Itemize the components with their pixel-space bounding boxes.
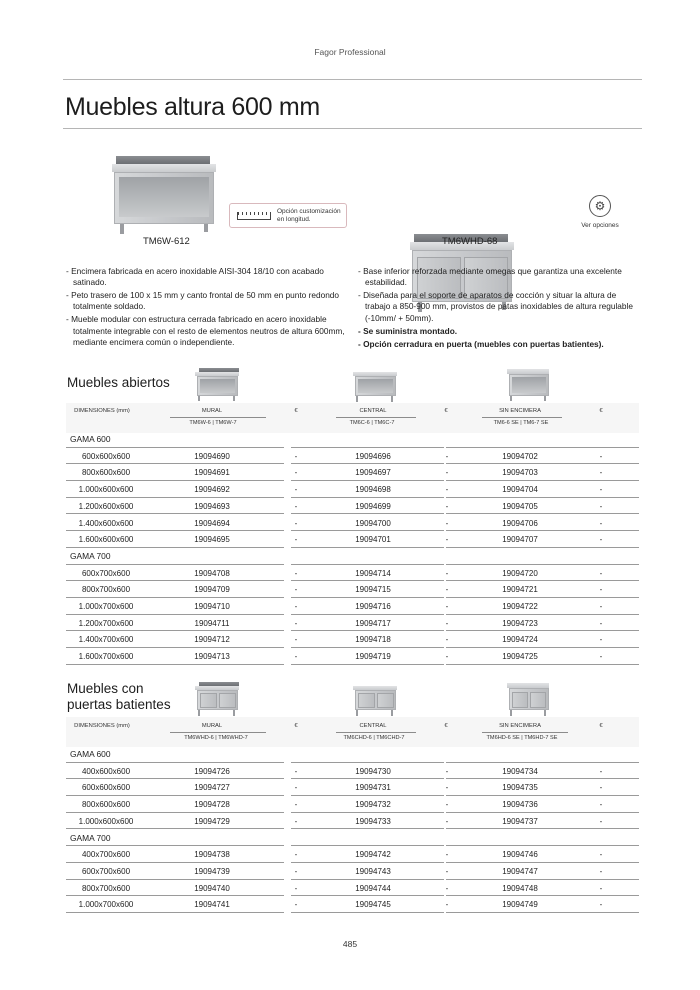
- page-title: Muebles altura 600 mm: [65, 93, 320, 121]
- range-row: [66, 431, 639, 448]
- central-code-cell: 19094699: [355, 501, 391, 511]
- dimension-cell: 1.200x600x600: [78, 501, 134, 511]
- mural-price-cell: -: [294, 783, 298, 793]
- central-code-cell: 19094742: [355, 850, 391, 860]
- sin-encimera-code-cell: 19094722: [502, 602, 538, 611]
- central-price-cell: -: [445, 485, 449, 495]
- central-code-cell: 19094697: [355, 468, 391, 478]
- gear-icon: ⚙: [589, 195, 611, 217]
- page-number: 485: [342, 939, 358, 949]
- mural-price-cell: -: [294, 468, 298, 478]
- mural-price-cell: -: [294, 766, 298, 776]
- section-title-open: Muebles abiertos: [67, 375, 170, 390]
- central-price-cell: -: [445, 618, 449, 628]
- sin-encimera-price-cell: -: [599, 618, 603, 628]
- product-image-open-cabinet: [112, 156, 216, 234]
- table-row: [66, 813, 639, 830]
- sin-encimera-code-cell: 19094720: [502, 568, 538, 578]
- mural-price-cell: -: [294, 866, 298, 876]
- sin-encimera-code-cell: 19094737: [502, 816, 538, 826]
- thumb-central-doors: [353, 686, 397, 716]
- column-header-mural: MURAL: [201, 723, 223, 729]
- mural-code-cell: 19094693: [194, 501, 230, 511]
- central-refs: TM6CHD-6 | TM6CHD-7: [343, 735, 405, 741]
- central-code-cell: 19094733: [355, 816, 391, 826]
- central-price-cell: -: [445, 883, 449, 893]
- central-price-cell: -: [445, 568, 449, 578]
- sin-encimera-price-cell: -: [599, 652, 603, 662]
- brand-header: Fagor Professional: [314, 47, 386, 57]
- central-code-cell: 19094743: [355, 866, 391, 876]
- features-right: [358, 266, 640, 352]
- sin-encimera-code-cell: 19094724: [502, 635, 538, 645]
- table-row: [66, 598, 639, 615]
- thumb-sin-encimera-doors: [507, 683, 549, 716]
- sin-encimera-code-cell: 19094723: [502, 618, 538, 628]
- mural-price-cell: -: [294, 850, 298, 860]
- dimension-cell: 800x700x600: [81, 585, 131, 595]
- sin-encimera-code-cell: 19094734: [502, 766, 538, 776]
- central-code-cell: 19094730: [355, 766, 391, 776]
- central-price-cell: -: [445, 900, 449, 910]
- mural-code-cell: 19094710: [194, 602, 230, 611]
- dimension-cell: 600x600x600: [81, 451, 131, 461]
- sin-encimera-price-cell: -: [599, 602, 603, 611]
- dimension-cell: 1.600x700x600: [78, 652, 134, 662]
- central-code-cell: 19094696: [355, 451, 391, 461]
- central-code-cell: 19094716: [355, 602, 391, 611]
- central-code-cell: 19094718: [355, 635, 391, 645]
- sin-encimera-price-cell: -: [599, 850, 603, 860]
- central-code-cell: 19094700: [355, 518, 391, 528]
- currency-header: €: [599, 408, 603, 414]
- table-row: [66, 880, 639, 897]
- central-price-cell: -: [445, 766, 449, 776]
- central-code-cell: 19094719: [355, 652, 391, 662]
- thumb-central-open: [353, 372, 397, 402]
- central-code-cell: 19094717: [355, 618, 391, 628]
- sin-encimera-price-cell: -: [599, 501, 603, 511]
- currency-header: €: [294, 723, 298, 729]
- mural-code-cell: 19094726: [194, 766, 230, 776]
- feature-item: - Base inferior reforzada mediante omegas que garantiza una excelente estabilidad.: [358, 266, 622, 288]
- view-options-button[interactable]: [578, 195, 622, 229]
- table-row: [66, 565, 639, 582]
- dimension-cell: 800x600x600: [81, 468, 131, 478]
- table-row: [66, 615, 639, 632]
- central-code-cell: 19094715: [355, 585, 391, 595]
- central-price-cell: -: [445, 800, 449, 810]
- column-header-dimensions: DIMENSIONES (mm): [74, 408, 130, 414]
- sin-encimera-refs: TM6-6 SE | TM6-7 SE: [493, 420, 549, 426]
- sin-encimera-price-cell: -: [599, 468, 603, 478]
- range-row: [66, 830, 639, 847]
- table-row: [66, 464, 639, 481]
- title-rule-bottom: [63, 128, 642, 129]
- column-header-mural: MURAL: [201, 408, 223, 414]
- sin-encimera-price-cell: -: [599, 766, 603, 776]
- title-rule-top: [63, 79, 642, 80]
- customization-note: [229, 203, 347, 228]
- dimension-cell: 1.400x700x600: [78, 635, 134, 645]
- sin-encimera-code-cell: 19094702: [502, 451, 538, 461]
- mural-price-cell: -: [294, 535, 298, 545]
- central-code-cell: 19094701: [355, 535, 391, 545]
- central-price-cell: -: [445, 585, 449, 595]
- sin-encimera-price-cell: -: [599, 800, 603, 810]
- range-label: GAMA 700: [70, 832, 111, 843]
- dimension-cell: 800x600x600: [81, 800, 131, 810]
- sin-encimera-price-cell: -: [599, 518, 603, 528]
- dimension-cell: 600x700x600: [81, 866, 131, 876]
- mural-refs: TM6W-6 | TM6W-7: [189, 420, 237, 426]
- table-header: [66, 403, 639, 433]
- mural-price-cell: -: [294, 518, 298, 528]
- sin-encimera-price-cell: -: [599, 568, 603, 578]
- sin-encimera-price-cell: -: [599, 816, 603, 826]
- sin-encimera-code-cell: 19094704: [502, 485, 538, 495]
- central-price-cell: -: [445, 850, 449, 860]
- section-title-line-1: Muebles con: [67, 681, 144, 696]
- mural-price-cell: -: [294, 800, 298, 810]
- sin-encimera-price-cell: -: [599, 783, 603, 793]
- central-code-cell: 19094698: [355, 485, 391, 495]
- mural-price-cell: -: [294, 501, 298, 511]
- central-price-cell: -: [445, 635, 449, 645]
- mural-code-cell: 19094692: [194, 485, 230, 495]
- column-header-sin-encimera: SIN ENCIMERA: [499, 408, 541, 414]
- mural-code-cell: 19094713: [194, 652, 230, 662]
- central-price-cell: -: [445, 501, 449, 511]
- mural-code-cell: 19094738: [194, 850, 230, 860]
- range-row: [66, 548, 639, 565]
- table-header: [66, 717, 639, 747]
- dimension-cell: 800x700x600: [81, 883, 131, 893]
- central-price-cell: -: [445, 816, 449, 826]
- table-row: [66, 515, 639, 532]
- central-code-cell: 19094745: [355, 900, 391, 910]
- dimension-cell: 1.000x700x600: [78, 900, 134, 910]
- mural-price-cell: -: [294, 568, 298, 578]
- ruler-icon: [237, 212, 271, 220]
- feature-item-bold: - Se suministra montado.: [358, 326, 458, 337]
- table-row: [66, 796, 639, 813]
- thumb-mural-open: [195, 368, 239, 401]
- sin-encimera-refs: TM6HD-6 SE | TM6HD-7 SE: [486, 735, 558, 741]
- column-header-sin-encimera: SIN ENCIMERA: [499, 723, 541, 729]
- mural-code-cell: 19094694: [194, 518, 230, 528]
- mural-price-cell: -: [294, 585, 298, 595]
- central-code-cell: 19094731: [355, 783, 391, 793]
- mural-code-cell: 19094729: [194, 816, 230, 826]
- mural-code-cell: 19094695: [194, 535, 230, 545]
- mural-price-cell: -: [294, 485, 298, 495]
- table-row: [66, 648, 639, 665]
- central-price-cell: -: [445, 602, 449, 611]
- feature-item-bold: - Opción cerradura en puerta (muebles con puertas batientes).: [358, 339, 604, 350]
- currency-header: €: [599, 723, 603, 729]
- mural-price-cell: -: [294, 618, 298, 628]
- dimension-cell: 1.000x600x600: [78, 816, 134, 826]
- sin-encimera-code-cell: 19094721: [502, 585, 538, 595]
- sin-encimera-price-cell: -: [599, 635, 603, 645]
- mural-code-cell: 19094727: [194, 783, 230, 793]
- feature-item: - Peto trasero de 100 x 15 mm y canto frontal de 50 mm en punto redondo totalmente soldado.: [66, 290, 340, 312]
- central-code-cell: 19094744: [355, 883, 391, 893]
- dimension-cell: 1.000x700x600: [78, 602, 134, 611]
- sin-encimera-code-cell: 19094707: [502, 535, 538, 545]
- sin-encimera-code-cell: 19094747: [502, 866, 538, 876]
- customization-line-2: en longitud.: [277, 216, 311, 223]
- central-price-cell: -: [445, 468, 449, 478]
- mural-code-cell: 19094728: [194, 800, 230, 810]
- column-header-dimensions: DIMENSIONES (mm): [74, 723, 130, 729]
- currency-header: €: [294, 408, 298, 414]
- table-row: [66, 531, 639, 548]
- mural-price-cell: -: [294, 652, 298, 662]
- mural-price-cell: -: [294, 816, 298, 826]
- table-row: [66, 581, 639, 598]
- range-label: GAMA 600: [70, 434, 111, 444]
- table-row: [66, 779, 639, 796]
- dimension-cell: 1.200x700x600: [78, 618, 134, 628]
- table-row: [66, 763, 639, 780]
- dimension-cell: 1.400x600x600: [78, 518, 134, 528]
- mural-code-cell: 19094712: [194, 635, 230, 645]
- central-price-cell: -: [445, 866, 449, 876]
- sin-encimera-code-cell: 19094746: [502, 850, 538, 860]
- product-model-label: TM6WHD-68: [442, 236, 498, 247]
- mural-price-cell: -: [294, 883, 298, 893]
- currency-header: €: [444, 723, 448, 729]
- mural-price-cell: -: [294, 602, 298, 611]
- thumb-mural-doors: [195, 682, 239, 716]
- currency-header: €: [444, 408, 448, 414]
- sin-encimera-price-cell: -: [599, 866, 603, 876]
- sin-encimera-code-cell: 19094736: [502, 800, 538, 810]
- sin-encimera-code-cell: 19094725: [502, 652, 538, 662]
- sin-encimera-price-cell: -: [599, 585, 603, 595]
- mural-code-cell: 19094740: [194, 883, 230, 893]
- mural-price-cell: -: [294, 635, 298, 645]
- table-row: [66, 846, 639, 863]
- mural-code-cell: 19094708: [194, 568, 230, 578]
- central-price-cell: -: [445, 783, 449, 793]
- sin-encimera-code-cell: 19094748: [502, 883, 538, 893]
- central-price-cell: -: [445, 518, 449, 528]
- central-price-cell: -: [445, 652, 449, 662]
- table-row: [66, 481, 639, 498]
- thumb-sin-encimera-open: [507, 369, 549, 401]
- sin-encimera-price-cell: -: [599, 451, 603, 461]
- mural-code-cell: 19094711: [194, 618, 230, 628]
- sin-encimera-price-cell: -: [599, 883, 603, 893]
- central-price-cell: -: [445, 451, 449, 461]
- central-code-cell: 19094732: [355, 800, 391, 810]
- mural-code-cell: 19094691: [194, 468, 230, 478]
- table-row: [66, 863, 639, 880]
- sin-encimera-price-cell: -: [599, 900, 603, 910]
- mural-code-cell: 19094709: [194, 585, 230, 595]
- dimension-cell: 1.600x600x600: [78, 535, 134, 545]
- sin-encimera-price-cell: -: [599, 535, 603, 545]
- feature-item: - Diseñada para el soporte de aparatos de cocción y situar la altura de trabajo a 850-900 mm, provistos de patas inoxidables de altura regulable (-10mm/ + 50mm).: [358, 290, 633, 323]
- sin-encimera-price-cell: -: [599, 485, 603, 495]
- table-row: [66, 448, 639, 465]
- mural-price-cell: -: [294, 451, 298, 461]
- table-row: [66, 896, 639, 913]
- mural-code-cell: 19094741: [194, 900, 230, 910]
- table-row: [66, 631, 639, 648]
- central-code-cell: 19094714: [355, 568, 391, 578]
- mural-code-cell: 19094739: [194, 866, 230, 876]
- central-refs: TM6C-6 | TM6C-7: [349, 420, 395, 426]
- dimension-cell: 600x700x600: [81, 568, 131, 578]
- sin-encimera-code-cell: 19094705: [502, 501, 538, 511]
- feature-item: - Encimera fabricada en acero inoxidable AISI-304 18/10 con acabado satinado.: [66, 266, 324, 288]
- section-title-line-2: puertas batientes: [67, 696, 171, 712]
- mural-price-cell: -: [294, 900, 298, 910]
- sin-encimera-code-cell: 19094706: [502, 518, 538, 528]
- range-label: GAMA 600: [70, 749, 111, 759]
- dimension-cell: 400x700x600: [81, 850, 131, 860]
- central-price-cell: -: [445, 535, 449, 545]
- column-header-central: CENTRAL: [359, 408, 387, 414]
- customization-line-1: Opción customización: [277, 208, 341, 215]
- view-options-label: Ver opciones: [581, 222, 619, 229]
- sin-encimera-code-cell: 19094749: [502, 900, 538, 910]
- range-row: [66, 746, 639, 763]
- table-row: [66, 498, 639, 515]
- product-model-label: TM6W-612: [143, 236, 190, 247]
- dimension-cell: 600x600x600: [81, 783, 131, 793]
- feature-item: - Mueble modular con estructura cerrada fabricado en acero inoxidable totalmente integrable con el resto de elementos neutros de altura 600mm, mediante encimera común o independiente.: [66, 314, 345, 347]
- features-left: [66, 266, 351, 350]
- dimension-cell: 400x600x600: [81, 766, 131, 776]
- mural-refs: TM6WHD-6 | TM6WHD-7: [184, 735, 248, 741]
- mural-code-cell: 19094690: [194, 451, 230, 461]
- section-title-doors: [67, 681, 171, 712]
- sin-encimera-code-cell: 19094703: [502, 468, 538, 478]
- range-label: GAMA 700: [70, 550, 111, 561]
- dimension-cell: 1.000x600x600: [78, 485, 134, 495]
- sin-encimera-code-cell: 19094735: [502, 783, 538, 793]
- column-header-central: CENTRAL: [359, 723, 387, 729]
